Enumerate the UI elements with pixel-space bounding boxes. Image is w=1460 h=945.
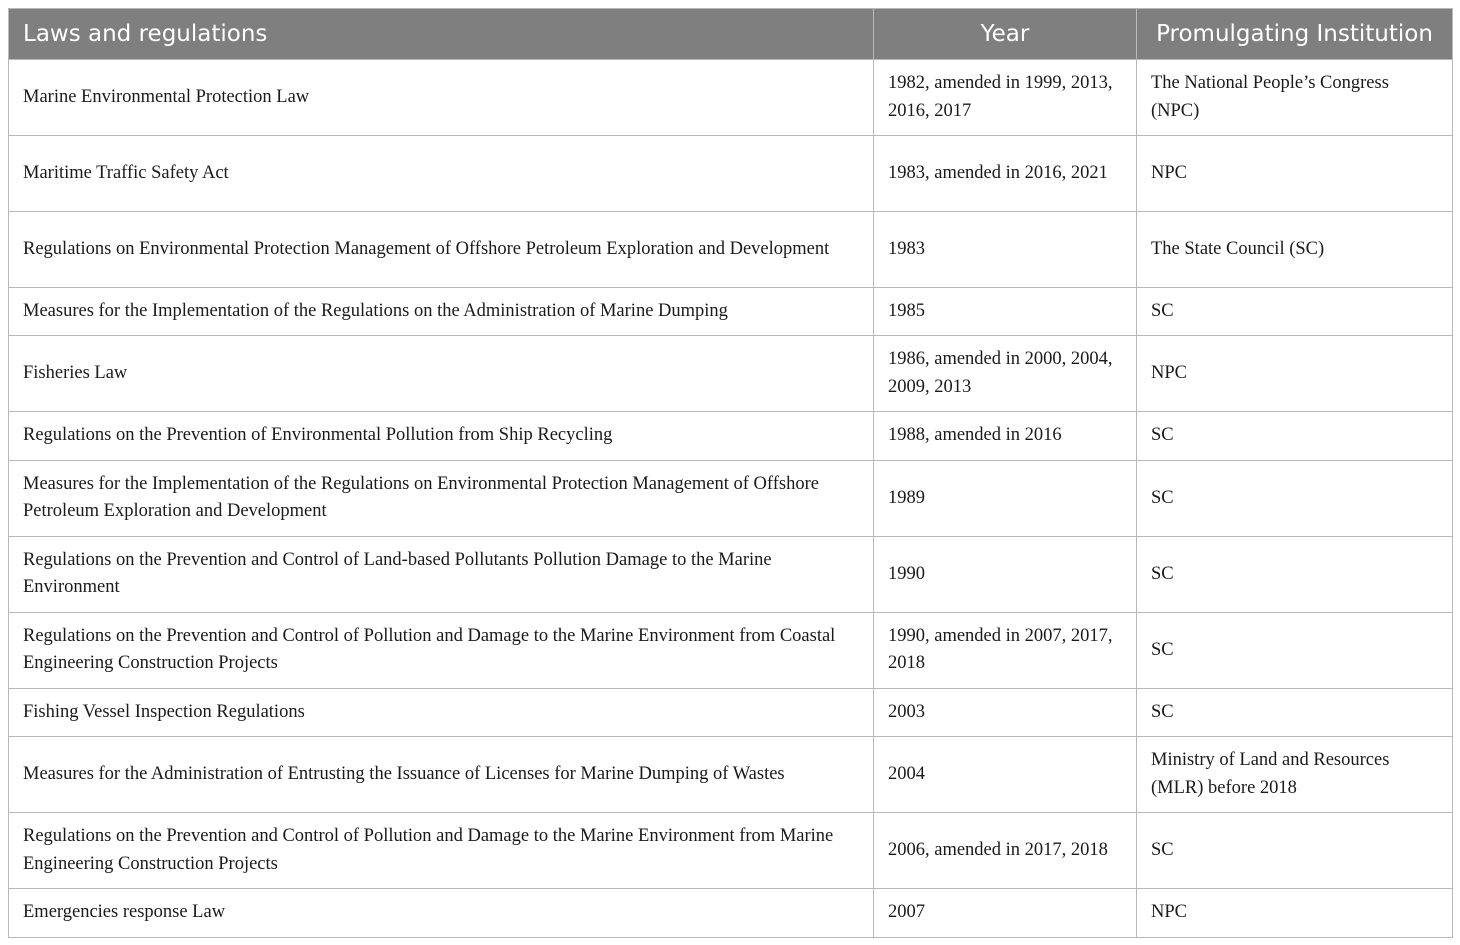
cell-institution: SC <box>1137 688 1453 736</box>
table-body <box>9 60 1453 938</box>
regulations-table-container <box>8 8 1452 938</box>
cell-institution: Ministry of Land and Resources (MLR) before 2018 <box>1137 737 1453 813</box>
table-row <box>9 60 1453 136</box>
cell-year: 1990, amended in 2007, 2017, 2018 <box>874 612 1137 688</box>
cell-law: Regulations on Environmental Protection Management of Offshore Petroleum Exploration and Development <box>9 212 874 288</box>
table-row <box>9 813 1453 889</box>
cell-institution: The State Council (SC) <box>1137 212 1453 288</box>
regulations-table <box>8 8 1453 938</box>
table-row <box>9 612 1453 688</box>
table-row <box>9 212 1453 288</box>
cell-institution: The National People’s Congress (NPC) <box>1137 60 1453 136</box>
cell-law: Marine Environmental Protection Law <box>9 60 874 136</box>
table-row <box>9 412 1453 460</box>
cell-law: Regulations on the Prevention and Control of Land-based Pollutants Pollution Damage to the Marine Environment <box>9 536 874 612</box>
cell-year: 1985 <box>874 288 1137 336</box>
cell-year: 1983, amended in 2016, 2021 <box>874 136 1137 212</box>
cell-institution: SC <box>1137 288 1453 336</box>
cell-year: 1986, amended in 2000, 2004, 2009, 2013 <box>874 336 1137 412</box>
cell-year: 1989 <box>874 460 1137 536</box>
cell-year: 1988, amended in 2016 <box>874 412 1137 460</box>
cell-law: Measures for the Implementation of the Regulations on Environmental Protection Management of Offshore Petroleum Exploration and Development <box>9 460 874 536</box>
cell-institution: SC <box>1137 412 1453 460</box>
cell-institution: SC <box>1137 460 1453 536</box>
cell-institution: SC <box>1137 536 1453 612</box>
cell-law: Emergencies response Law <box>9 889 874 937</box>
cell-law: Maritime Traffic Safety Act <box>9 136 874 212</box>
cell-year: 1982, amended in 1999, 2013, 2016, 2017 <box>874 60 1137 136</box>
header-institution: Promulgating Institution <box>1137 9 1453 60</box>
table-row <box>9 336 1453 412</box>
table-row <box>9 688 1453 736</box>
table-row <box>9 460 1453 536</box>
cell-year: 2006, amended in 2017, 2018 <box>874 813 1137 889</box>
cell-institution: SC <box>1137 612 1453 688</box>
cell-law: Regulations on the Prevention of Environmental Pollution from Ship Recycling <box>9 412 874 460</box>
cell-law: Fisheries Law <box>9 336 874 412</box>
cell-institution: SC <box>1137 813 1453 889</box>
table-row <box>9 288 1453 336</box>
header-laws: Laws and regulations <box>9 9 874 60</box>
cell-year: 2007 <box>874 889 1137 937</box>
header-year: Year <box>874 9 1137 60</box>
header-row <box>9 9 1453 60</box>
cell-year: 2004 <box>874 737 1137 813</box>
table-row <box>9 889 1453 937</box>
cell-institution: NPC <box>1137 136 1453 212</box>
cell-law: Measures for the Implementation of the Regulations on the Administration of Marine Dumping <box>9 288 874 336</box>
cell-year: 1983 <box>874 212 1137 288</box>
cell-institution: NPC <box>1137 889 1453 937</box>
table-header <box>9 9 1453 60</box>
cell-year: 2003 <box>874 688 1137 736</box>
cell-law: Regulations on the Prevention and Control of Pollution and Damage to the Marine Environment from Marine Engineering Construction Projects <box>9 813 874 889</box>
cell-year: 1990 <box>874 536 1137 612</box>
table-row <box>9 136 1453 212</box>
cell-law: Measures for the Administration of Entrusting the Issuance of Licenses for Marine Dumping of Wastes <box>9 737 874 813</box>
cell-law: Fishing Vessel Inspection Regulations <box>9 688 874 736</box>
table-row <box>9 536 1453 612</box>
cell-law: Regulations on the Prevention and Control of Pollution and Damage to the Marine Environment from Coastal Engineering Construction Projects <box>9 612 874 688</box>
table-row <box>9 737 1453 813</box>
cell-institution: NPC <box>1137 336 1453 412</box>
